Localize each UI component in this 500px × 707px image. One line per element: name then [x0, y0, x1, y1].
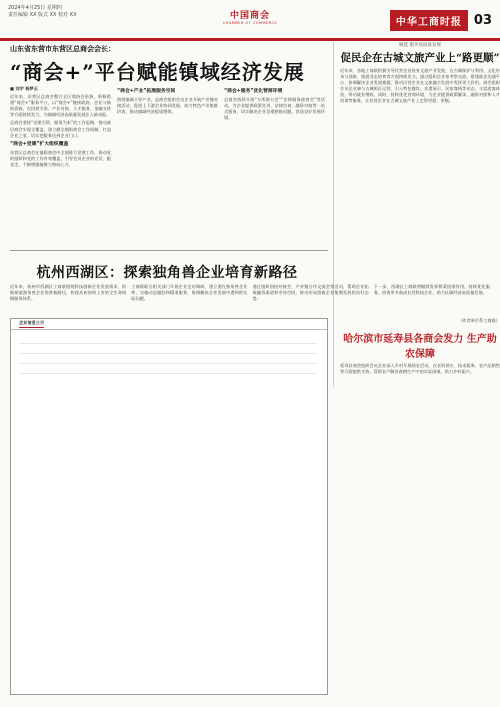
story2-headline: 杭州西湖区：探索独角兽企业培育新路径: [36, 265, 298, 281]
logo-subtext: CHAMBER OF COMMERCE: [222, 21, 278, 25]
lead-paragraph: 总商会持续开展“万所联万会”“法律服务进商会”等活动，为企业提供政策宣讲、法律咨询、融资对接等一站式服务，切实解决企业急难愁盼问题，营造良好发展环境。: [224, 97, 325, 121]
lead-column-3: [224, 86, 325, 246]
story2-column: 通过组织创投对接会、产业链合作交流会等活动，帮助企业拓展融资渠道和市场空间，推动形成创新企业集聚发展的良好态势。: [252, 284, 369, 302]
ad-row: [19, 368, 317, 374]
lead-column-2: [117, 86, 218, 246]
ad-table: [19, 338, 317, 508]
editor-credit: 责任编辑 XX 版式 XX 校对 XX: [8, 12, 77, 18]
sidebar-body-2: 延寿县商会组织会员企业深入乡村开展助农活动，在农资供应、技术服务、农产品销售等方面提供支持，帮助农户解决春耕生产中的实际困难，助力乡村振兴。: [340, 363, 500, 375]
lead-article-body: [10, 86, 325, 246]
lead-paragraph: 东营区总商会在镇街商会中全面推行党建工作，推动党的组织和党的工作有效覆盖，引导会员企业听党话、跟党走，不断增强凝聚力和向心力。: [10, 149, 111, 168]
story2-body: [10, 284, 490, 317]
sidebar-body: 近年来，各地工商联积极引导民营企业投身文旅产业发展，在古城保护与利用、文化传承与创新、旅游业态培育等方面持续发力。通过组织企业家考察交流、搭建政企沟通平台、协调解决企业发展难题，推动民营企业在文旅融合发展中发挥更大作用。商会组织会员企业参与古城街区运营，引入特色餐饮、非遗展示、民宿客栈等业态，丰富游客体验，带动就业增收。同时，持续优化营商环境，为企业提供政策解读、融资对接和人才培训等服务，让民营企业在古城文旅产业上走得更稳、更顺。: [340, 68, 500, 104]
ad-row: [19, 348, 317, 354]
lead-subhead: “商会+产业”拓展服务空间: [117, 89, 176, 94]
advertisement-block: [10, 318, 328, 695]
newspaper-logo: [205, 8, 295, 25]
lead-headline: “商会+”平台赋能镇域经济发展: [10, 60, 305, 84]
section-header: [390, 10, 492, 31]
ad-header: [11, 319, 327, 330]
publication-date: 2024年4月25日 星期四: [8, 5, 62, 11]
ad-body: [11, 330, 327, 694]
lead-subhead: “商会+服务”优化营商环境: [224, 89, 283, 94]
sidebar-headline-2: 哈尔滨市延寿县各商会发力 生产助农保障: [343, 334, 497, 360]
story2-column: 近年来，杭州市西湖区工商联围绕科技创新企业发展需求，积极探索独角兽企业培育新路径，构建从初创到上市的全生命周期服务体系。: [10, 284, 127, 302]
logo-text: 中国商会: [229, 11, 270, 21]
sidebar-kicker: 赋能 服务高质量发展: [399, 43, 441, 48]
page-number: 03: [473, 13, 492, 28]
ad-row: [19, 358, 317, 364]
sidebar-column: [333, 42, 500, 387]
lead-column-1: [10, 86, 111, 246]
sidebar-signoff: （作者单位系工商联）: [458, 318, 500, 323]
story2-column: 工商联联合相关部门开展企业走访调研，建立潜在独角兽企业库，实施动态跟踪和精准服务，协调解决企业发展中遇到的实际问题。: [131, 284, 248, 302]
story2-column: 下一步，西湖区工商联将继续发挥桥梁纽带作用，持续优化服务，培育更多高成长性科技企业，助力区域经济高质量发展。: [373, 284, 490, 296]
sidebar-headline: 促民企在古城文旅产业上“路更顺”: [340, 52, 500, 64]
lead-subhead: “商会+党建”扩大组织覆盖: [10, 141, 69, 147]
masthead: [0, 0, 500, 41]
ad-row: [19, 338, 317, 344]
lead-paragraph: 总商会坚持“党建引领、服务为本”的工作思路，推动基层商会实现全覆盖，建立健全镇街商会工作机制，打造企业之家，切实把服务送到企业门口。: [10, 120, 111, 138]
lead-paragraph: 围绕镇域主导产业，总商会组织会员企业开展产业链对接活动，促进上下游企业协同发展，助力特色产业集群培育，推动镇域经济提质增效。: [117, 97, 218, 115]
ad-title: 企业信息公示: [19, 320, 44, 328]
byline: ■ 刘宇 杨梦云: [10, 86, 38, 91]
lead-paragraph: 近年来，东营区总商会整合全区商协会资源，积极搭建“商会+”服务平台，以“商会+”链接政府、企业与镇街资源，在招商引资、产业对接、人才服务、金融支持等方面持续发力，为镇域经济高质量发展注入新动能。: [10, 94, 111, 118]
lead-kicker: 山东省东营市东营区总商会会长：: [10, 45, 115, 53]
section-name: 中华工商时报: [390, 10, 468, 31]
section-divider: [10, 250, 328, 251]
date-line: [8, 5, 158, 19]
